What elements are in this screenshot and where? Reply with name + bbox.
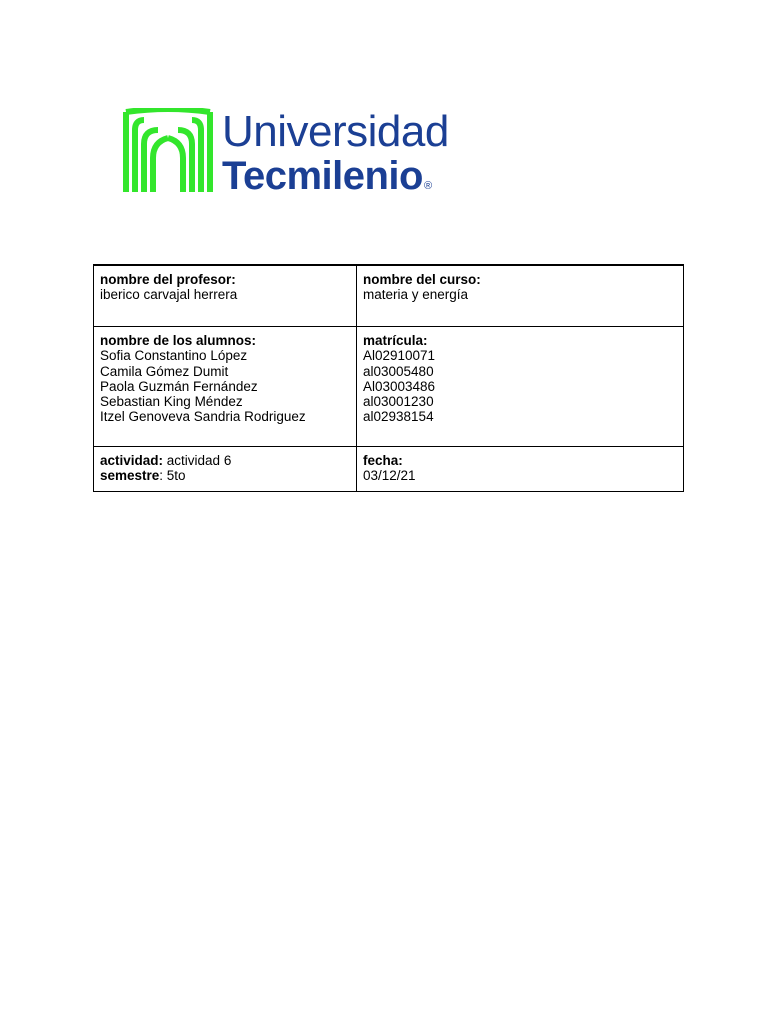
fecha-cell <box>357 447 684 492</box>
actividad-label: actividad: <box>100 453 164 468</box>
fecha-value: 03/12/21 <box>363 468 416 484</box>
course-info-table <box>93 264 684 492</box>
table-row <box>94 447 684 492</box>
alumno-name: Sebastian King Méndez <box>100 394 243 410</box>
actividad-line <box>100 453 349 468</box>
matricula-cell <box>357 327 684 447</box>
table-row <box>94 327 684 447</box>
arches-logo-icon <box>122 108 214 196</box>
fecha-label: fecha: <box>363 453 403 468</box>
profesor-value: iberico carvajal herrera <box>100 287 238 303</box>
matricula-id: al03005480 <box>363 363 434 379</box>
curso-label: nombre del curso: <box>363 272 481 287</box>
semestre-label: semestre <box>100 468 160 484</box>
registered-mark: ® <box>423 180 432 192</box>
alumno-name: Sofia Constantino López <box>100 348 248 364</box>
curso-cell <box>357 265 684 327</box>
profesor-cell <box>94 265 357 327</box>
actividad-value: actividad 6 <box>163 453 232 468</box>
matricula-id: Al02910071 <box>363 348 436 364</box>
matricula-id: al02938154 <box>363 409 434 425</box>
profesor-label: nombre del profesor: <box>100 272 236 287</box>
curso-value: materia y energía <box>363 287 469 303</box>
semestre-value: : 5to <box>159 468 186 484</box>
logo-line-universidad: Universidad <box>222 107 449 156</box>
semestre-line <box>100 468 349 483</box>
alumnos-cell <box>94 327 357 447</box>
alumnos-label: nombre de los alumnos: <box>100 333 257 348</box>
logo-wordmark <box>222 107 449 198</box>
table-row <box>94 265 684 327</box>
university-logo <box>104 100 480 212</box>
logo-line-tecmilenio <box>222 156 449 196</box>
matricula-id: Al03003486 <box>363 378 436 394</box>
matricula-label: matrícula: <box>363 333 428 348</box>
alumno-name: Paola Guzmán Fernández <box>100 378 258 394</box>
logo-tecmilenio-text: Tecmilenio <box>222 154 423 198</box>
actividad-semestre-cell <box>94 447 357 492</box>
matricula-id: al03001230 <box>363 394 434 410</box>
alumno-name: Camila Gómez Dumit <box>100 363 229 379</box>
alumno-name: Itzel Genoveva Sandria Rodriguez <box>100 409 306 425</box>
